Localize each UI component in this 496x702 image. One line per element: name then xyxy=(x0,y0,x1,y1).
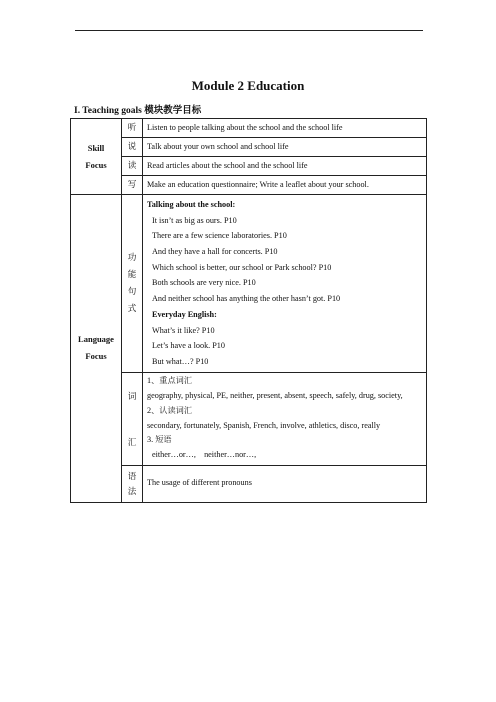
skill-char-read: 读 xyxy=(122,157,143,176)
skill-char-speak: 说 xyxy=(122,138,143,157)
reading-words: secondary, fortunately, Spanish, French, involve, athletics, disco, really xyxy=(147,420,381,430)
functions-heading: Talking about the school: xyxy=(147,200,236,209)
function-sentence: Let’s have a look. P10 xyxy=(152,341,225,351)
function-sentence: But what…? P10 xyxy=(152,356,209,366)
function-sentence: Which school is better, our school or Park school? P10 xyxy=(152,262,332,272)
skill-char-write: 写 xyxy=(122,176,143,195)
skill-text-speak: Talk about your own school and school life xyxy=(143,138,427,157)
grammar-text: The usage of different pronouns xyxy=(143,465,427,502)
skill-focus-label: Skill Focus xyxy=(71,119,122,195)
function-sentence: What’s it like? P10 xyxy=(152,325,215,335)
vocabulary-row xyxy=(71,372,427,465)
skill-text-write: Make an education questionnaire; Write a leaflet about your school. xyxy=(143,176,427,195)
skill-row-read xyxy=(71,157,427,176)
section-title: I. Teaching goals 模块教学目标 xyxy=(74,106,202,116)
skill-char-listen: 听 xyxy=(122,119,143,138)
skill-text-read: Read articles about the school and the school life xyxy=(143,157,427,176)
function-sentence: And they have a hall for concerts. P10 xyxy=(152,247,278,257)
teaching-goals-table xyxy=(70,118,427,503)
function-sentence: It isn’t as big as ours. P10 xyxy=(152,215,237,225)
skill-row-write xyxy=(71,176,427,195)
functions-content xyxy=(143,195,427,373)
everyday-english-heading: Everyday English: xyxy=(152,309,217,319)
phrases: either…or…, neither…nor…, xyxy=(152,449,257,459)
reading-words-title: 2、认读词汇 xyxy=(147,405,193,415)
function-sentence: Both schools are very nice. P10 xyxy=(152,278,256,288)
language-focus-label: Language Focus xyxy=(71,195,122,503)
header-rule xyxy=(75,30,423,31)
vocabulary-label: 词 汇 xyxy=(122,372,143,465)
document-title: Module 2 Education xyxy=(191,78,305,93)
grammar-label: 语 法 xyxy=(122,465,143,502)
functions-label: 功 能 句 式 xyxy=(122,195,143,373)
key-words-title: 1、重点词汇 xyxy=(147,376,193,386)
phrases-title: 3. 短语 xyxy=(147,435,172,445)
functions-row xyxy=(71,195,427,373)
function-sentence: And neither school has anything the other hasn’t got. P10 xyxy=(152,294,341,304)
skill-text-listen: Listen to people talking about the school and the school life xyxy=(143,119,427,138)
skill-row-listen xyxy=(71,119,427,138)
grammar-row xyxy=(71,465,427,502)
vocabulary-content xyxy=(143,372,427,465)
skill-row-speak xyxy=(71,138,427,157)
function-sentence: There are a few science laboratories. P10 xyxy=(152,231,287,241)
key-words: geography, physical, PE, neither, present, absent, speech, safely, drug, society, xyxy=(147,391,403,401)
